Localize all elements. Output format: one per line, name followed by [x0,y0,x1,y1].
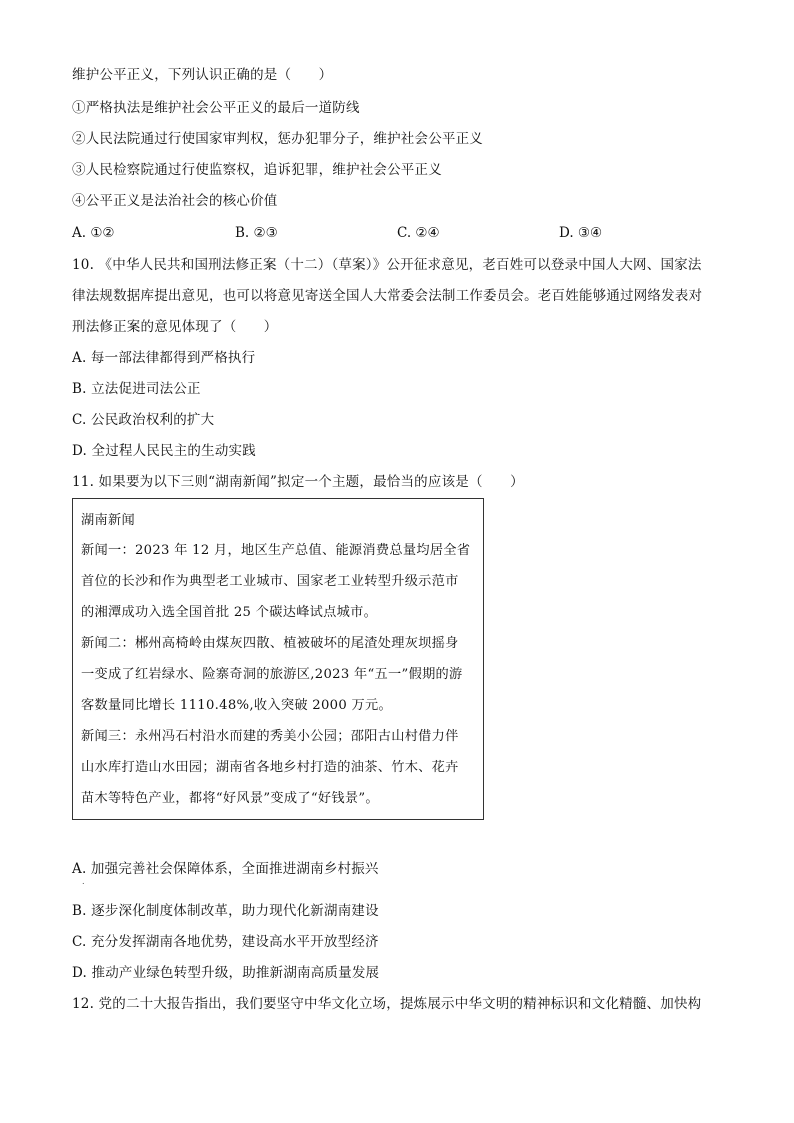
q9-option-d: D. ③④ [559,225,603,241]
news-line-1: 新闻一：2023 年 12 月，地区生产总值、能源消费总量均居全省 [81,543,471,558]
news-line-7: 新闻三：永州冯石村沿水而建的秀美小公园；邵阳古山村借力伴 [81,729,459,744]
q10-option-d: D. 全过程人民民主的生动实践 [72,443,256,459]
q9-option-b: B. ②③ [235,225,278,241]
q10-option-c: C. 公民政治权利的扩大 [72,412,215,428]
q9-option-c: C. ②④ [397,225,440,241]
q10-stem-line-2: 律法规数据库提出意见，也可以将意见寄送全国人大常委会法制工作委员会。老百姓能够通过网络发表对 [72,288,703,304]
news-box-title: 湖南新闻 [81,513,135,528]
news-line-3: 的湘潭成功入选全国首批 25 个碳达峰试点城市。 [81,605,378,620]
q9-item-3: ③人民检察院通过行使监察权，追诉犯罪，维护社会公平正义 [72,162,442,178]
q11-option-a: A. 加强完善社会保障体系，全面推进湖南乡村振兴 [72,861,379,877]
q11-option-b: B. 逐步深化制度体制改革，助力现代化新湖南建设 [72,903,379,919]
q9-option-a: A. ①② [72,225,115,241]
news-line-2: 首位的长沙和作为典型老工业城市、国家老工业转型升级示范市 [81,574,459,589]
q9-item-4: ④公平正义是法治社会的核心价值 [72,193,278,209]
q10-option-a: A. 每一部法律都得到严格执行 [72,350,256,366]
news-line-9: 苗木等特色产业，都将“好风景”变成了“好钱景”。 [81,791,379,806]
q10-stem-line-1: 10. 《中华人民共和国刑法修正案（十二）（草案）》公开征求意见，老百姓可以登录中国人大网、国家法 [72,257,702,273]
q12-stem: 12. 党的二十大报告指出，我们要坚守中华文化立场，提炼展示中华文明的精神标识和文化精髓、加快构 [72,996,702,1012]
news-line-8: 山水库打造山水田园；湖南省各地乡村打造的油茶、竹木、花卉 [81,760,459,775]
q10-stem-line-3: 刑法修正案的意见体现了（ ） [72,319,278,335]
q9-item-1: ①严格执法是维护社会公平正义的最后一道防线 [72,100,360,116]
stray-dot: . [82,877,85,886]
news-line-5: 一变成了红岩绿水、险寨奇洞的旅游区,2023 年“五一”假期的游 [81,667,463,682]
q10-option-b: B. 立法促进司法公正 [72,381,201,397]
hunan-news-box [72,498,484,820]
q9-options [72,224,712,242]
q9-stem: 维护公平正义，下列认识正确的是（ ） [72,67,333,83]
q11-stem: 11. 如果要为以下三则“湖南新闻”拟定一个主题，最恰当的应该是（ ） [72,474,524,490]
q11-option-c: C. 充分发挥湖南各地优势，建设高水平开放型经济 [72,934,379,950]
q11-option-d: D. 推动产业绿色转型升级，助推新湖南高质量发展 [72,965,380,981]
news-line-4: 新闻二：郴州高椅岭由煤灰四散、植被破坏的尾渣处理灰坝摇身 [81,636,459,651]
q9-item-2: ②人民法院通过行使国家审判权，惩办犯罪分子，维护社会公平正义 [72,131,483,147]
news-line-6: 客数量同比增长 1110.48%,收入突破 2000 万元。 [81,698,393,713]
